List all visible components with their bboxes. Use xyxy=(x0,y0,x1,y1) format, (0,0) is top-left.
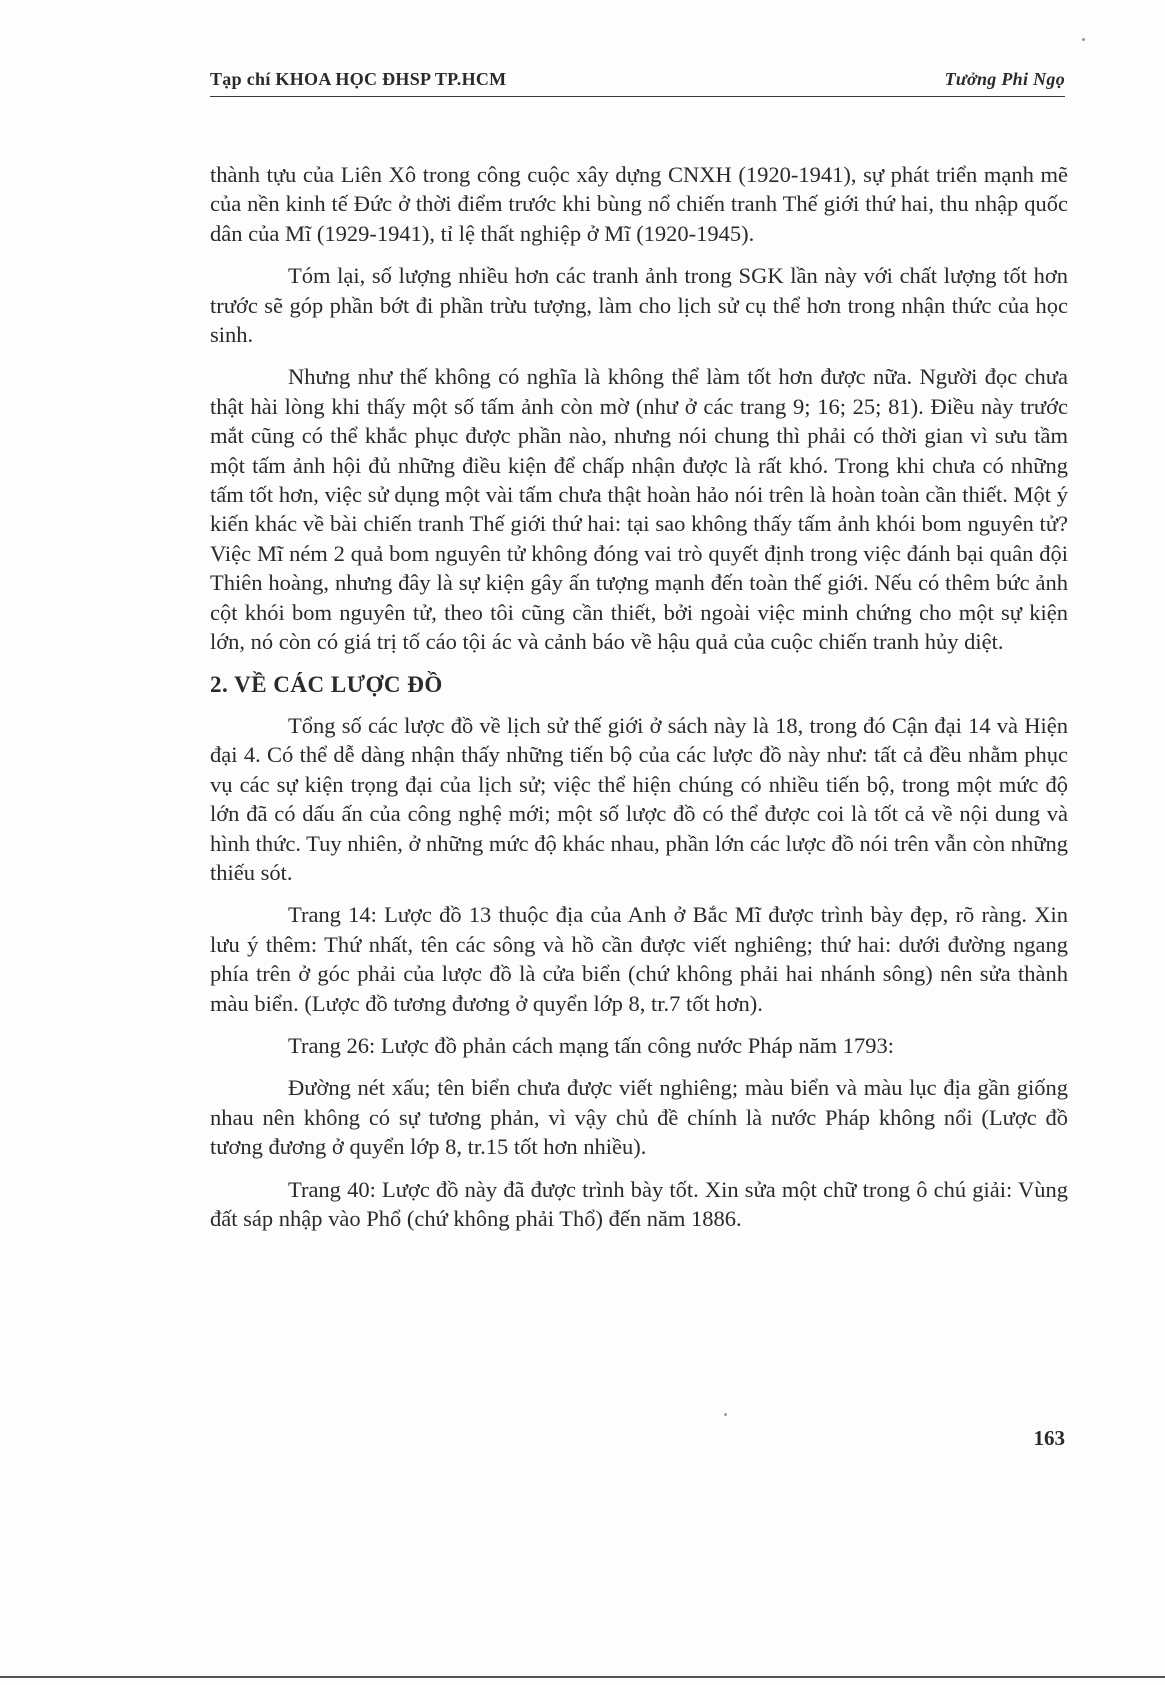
scan-speck xyxy=(724,1413,727,1416)
paragraph-page-14: Trang 14: Lược đồ 13 thuộc địa của Anh ở Bắc Mĩ được trình bày đẹp, rõ ràng. Xin lưu ý thêm: Thứ nhất, tên các sông và hồ cần được viết nghiêng; thứ hai: dưới đường ngang phía trên ở góc phải của lược đồ là cửa biển (chứ không phải hai nhánh sông) nên sửa thành màu biển. (Lược đồ tương đương ở quyển lớp 8, tr.7 tốt hơn). xyxy=(210,902,1068,1016)
paragraph-summary: Tóm lại, số lượng nhiều hơn các tranh ảnh trong SGK lần này với chất lượng tốt hơn trước sẽ góp phần bớt đi phần trừu tượng, làm cho lịch sử cụ thể hơn trong nhận thức của học sinh. xyxy=(210,263,1068,348)
paragraph-page-26: Trang 26: Lược đồ phản cách mạng tấn công nước Pháp năm 1793: xyxy=(288,1032,894,1058)
article-body xyxy=(210,160,1068,1246)
page-number: 163 xyxy=(1033,1426,1065,1450)
paragraph-page-40: Trang 40: Lược đồ này đã được trình bày tốt. Xin sửa một chữ trong ô chú giải: Vùng đất sáp nhập vào Phổ (chứ không phải Thổ) đến năm 1886. xyxy=(210,1176,1068,1231)
scan-speck xyxy=(1082,38,1085,41)
journal-title: Tạp chí KHOA HỌC ĐHSP TP.HCM xyxy=(210,69,507,89)
section-heading: 2. VỀ CÁC LƯỢC ĐỒ xyxy=(210,671,443,697)
author-name: Tưởng Phi Ngọ xyxy=(944,69,1065,89)
paragraph-photos: Nhưng như thế không có nghĩa là không thể làm tốt hơn được nữa. Người đọc chưa thật hài lòng khi thấy một số tấm ảnh còn mờ (như ở các trang 9; 16; 25; 81). Điều này trước mắt cũng có thể khắc phục được phần nào, nhưng nói chung thì phải có thời gian vì sưu tầm một tấm ảnh hội đủ những điều kiện để chấp nhận được là rất khó. Trong khi chưa có những tấm tốt hơn, việc sử dụng một vài tấm chưa thật hoàn hảo nói trên là hoàn toàn cần thiết. Một ý kiến khác về bài chiến tranh Thế giới thứ hai: tại sao không thấy tấm ảnh khói bom nguyên tử? Việc Mĩ ném 2 quả bom nguyên tử không đóng vai trò quyết định trong việc đánh bại quân đội Thiên hoàng, nhưng đây là sự kiện gây ấn tượng mạnh đến toàn thế giới. Nếu có thêm bức ảnh cột khói bom nguyên tử, theo tôi cũng cần thiết, bởi ngoài việc minh chứng cho một sự kiện lớn, nó còn có giá trị tố cáo tội ác và cảnh báo về hậu quả của cuộc chiến tranh hủy diệt. xyxy=(210,364,1068,655)
running-header xyxy=(210,66,1065,97)
paragraph-continued: thành tựu của Liên Xô trong công cuộc xây dựng CNXH (1920-1941), sự phát triển mạnh mẽ của nền kinh tế Đức ở thời điểm trước khi bùng nổ chiến tranh Thế giới thứ hai, thu nhập quốc dân của Mĩ (1929-1941), tỉ lệ thất nghiệp ở Mĩ (1920-1945). xyxy=(210,162,1068,246)
paragraph-maps-overview: Tổng số các lược đồ về lịch sử thế giới ở sách này là 18, trong đó Cận đại 14 và Hiện đại 4. Có thể dễ dàng nhận thấy những tiến bộ của các lược đồ này như: tất cả đều nhằm phục vụ các sự kiện trọng đại của lịch sử; việc thể hiện chúng có nhiều tiến bộ, trong một mức độ lớn đã có dấu ấn của công nghệ mới; một số lược đồ có thể được coi là tốt cả về nội dung và hình thức. Tuy nhiên, ở những mức độ khác nhau, phần lớn các lược đồ nói trên vẫn còn những thiếu sót. xyxy=(210,712,1068,885)
paragraph-page-26-detail: Đường nét xấu; tên biển chưa được viết nghiêng; màu biển và màu lục địa gần giống nhau nên không có sự tương phản, vì vậy chủ đề chính là nước Pháp không nổi (Lược đồ tương đương ở quyển lớp 8, tr.15 tốt hơn nhiều). xyxy=(210,1075,1068,1160)
scan-edge-line xyxy=(0,1676,1165,1678)
